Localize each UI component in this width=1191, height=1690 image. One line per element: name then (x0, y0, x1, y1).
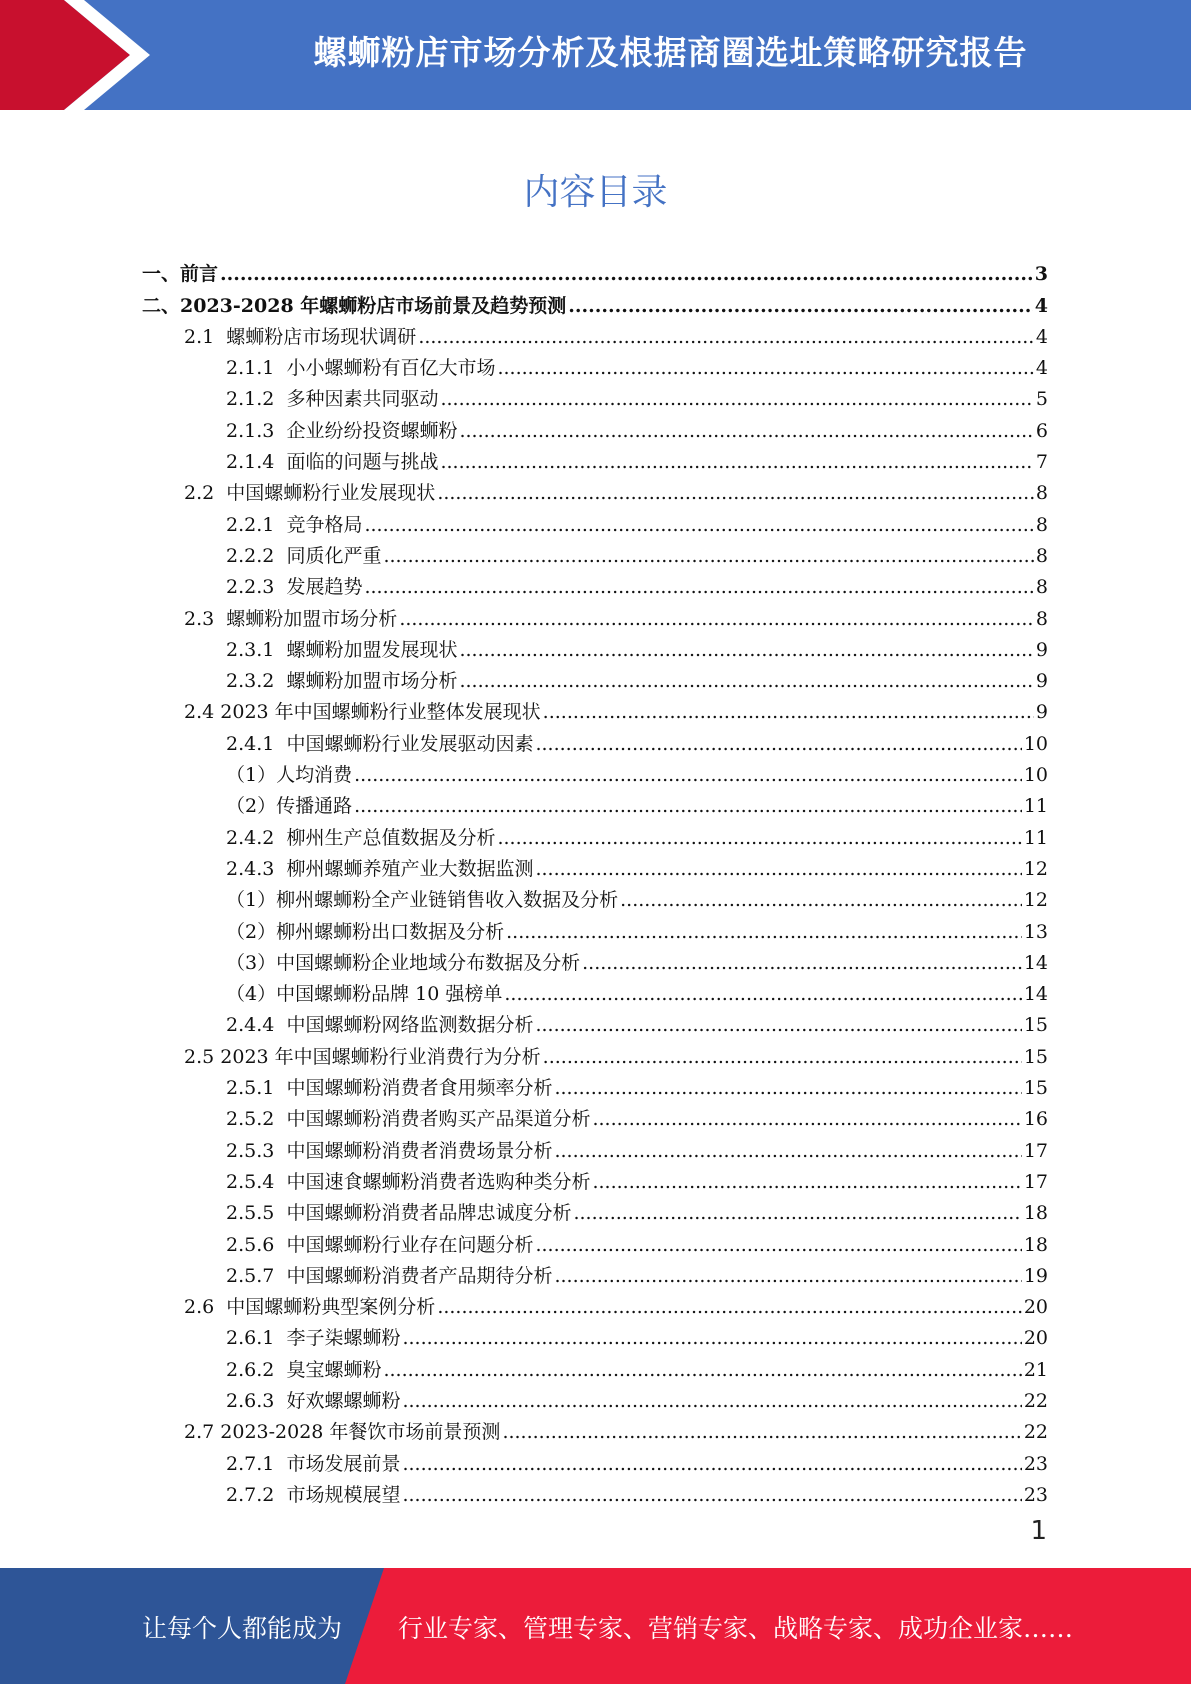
toc-dot-leader (418, 326, 1034, 348)
toc-entry-number: 2.5 (184, 1045, 221, 1068)
toc-entry-label: 好欢螺螺蛳粉 (286, 1389, 401, 1412)
toc-entry-number: 2.3.1 (226, 638, 287, 661)
toc-entry[interactable] (142, 786, 1048, 817)
toc-entry[interactable] (142, 1318, 1048, 1349)
toc-entry-label: 面临的问题与挑战 (286, 451, 439, 474)
toc-entry-label: 中国螺蛳粉消费者消费场景分析 (286, 1139, 553, 1162)
toc-dot-leader (554, 1140, 1021, 1162)
header-red-arrow (0, 0, 130, 110)
toc-entry[interactable] (142, 911, 1048, 942)
toc-dot-leader (592, 1108, 1021, 1130)
toc-entry-page: 14 (1023, 951, 1048, 974)
toc-dot-leader (582, 952, 1022, 974)
toc-dot-leader (402, 1484, 1021, 1506)
toc-entry[interactable] (142, 1412, 1048, 1443)
toc-entry-number: 2.2.2 (226, 544, 287, 567)
toc-entry[interactable] (142, 504, 1048, 535)
toc-entry-page: 8 (1035, 482, 1048, 505)
toc-entry-page: 11 (1023, 795, 1048, 818)
toc-entry-number: （2） (226, 920, 277, 943)
toc-entry-number: （4） (226, 983, 277, 1006)
toc-entry-number: （1） (226, 764, 277, 787)
toc-entry-page: 4 (1034, 294, 1048, 317)
toc-dot-leader (535, 1234, 1021, 1256)
toc-entry[interactable] (142, 1224, 1048, 1255)
toc-entry-label: 柳州螺蛳粉全产业链销售收入数据及分析 (276, 889, 619, 912)
toc-entry-label: 螺蛳粉加盟发展现状 (286, 638, 458, 661)
toc-entry-page: 23 (1023, 1452, 1048, 1475)
toc-dot-leader (437, 482, 1034, 504)
toc-entry-page: 18 (1023, 1202, 1048, 1225)
toc-entry[interactable] (142, 692, 1048, 723)
toc-entry-label: 企业纷纷投资螺蛳粉 (286, 419, 458, 442)
toc-entry-label: 同质化严重 (286, 544, 382, 567)
toc-dot-leader (402, 1453, 1021, 1475)
toc-entry[interactable] (142, 317, 1048, 348)
toc-entry[interactable] (142, 723, 1048, 754)
toc-entry-number: 2.2.3 (226, 576, 287, 599)
toc-entry-label: 市场发展前景 (286, 1452, 401, 1475)
toc-entry-page: 15 (1023, 1077, 1048, 1100)
toc-entry-label: 中国螺蛳粉行业存在问题分析 (286, 1233, 534, 1256)
toc-entry-page: 8 (1035, 513, 1048, 536)
toc-dot-leader (543, 701, 1034, 723)
toc-entry-page: 18 (1023, 1233, 1048, 1256)
toc-entry[interactable] (142, 817, 1048, 848)
toc-entry-number: 2.3 (184, 607, 227, 630)
toc-entry-page: 22 (1023, 1421, 1048, 1444)
toc-entry[interactable] (142, 661, 1048, 692)
toc-entry-label: 柳州生产总值数据及分析 (286, 826, 496, 849)
toc-dot-leader (568, 295, 1032, 317)
toc-entry[interactable] (142, 974, 1048, 1005)
toc-entry-page: 11 (1023, 826, 1048, 849)
toc-dot-leader (383, 545, 1033, 567)
toc-entry-page: 5 (1035, 388, 1048, 411)
toc-entry-number: 2.7 (184, 1421, 221, 1444)
toc-entry-number: 2.1.4 (226, 451, 287, 474)
toc-entry[interactable] (142, 254, 1048, 285)
toc-entry-number: 2.5.7 (226, 1264, 287, 1287)
toc-entry-page: 20 (1023, 1327, 1048, 1350)
toc-entry[interactable] (142, 1256, 1048, 1287)
toc-entry-number: 2.5.6 (226, 1233, 287, 1256)
toc-entry-page: 9 (1035, 701, 1048, 724)
toc-entry-page: 9 (1035, 638, 1048, 661)
toc-entry-number: 2.4.1 (226, 732, 287, 755)
toc-entry-label: 前言 (180, 263, 219, 286)
toc-entry-label: 传播通路 (276, 795, 353, 818)
toc-dot-leader (554, 1265, 1021, 1287)
toc-entry-label: 多种因素共同驱动 (286, 388, 439, 411)
toc-entry[interactable] (142, 1193, 1048, 1224)
toc-entry-label: 中国螺蛳粉网络监测数据分析 (286, 1014, 534, 1037)
toc-entry[interactable] (142, 598, 1048, 629)
toc-dot-leader (459, 420, 1033, 442)
toc-entry-page: 17 (1023, 1170, 1048, 1193)
toc-entry-number: 2.4.3 (226, 857, 287, 880)
toc-entry-label: 螺蛳粉加盟市场分析 (226, 607, 398, 630)
toc-entry-page: 21 (1023, 1358, 1048, 1381)
toc-dot-leader (535, 858, 1021, 880)
toc-entry-page: 7 (1035, 451, 1048, 474)
toc-entry[interactable] (142, 755, 1048, 786)
toc-entry-page: 15 (1023, 1045, 1048, 1068)
footer-slogan-left: 让每个人都能成为 (142, 1614, 343, 1643)
toc-entry-label: 柳州螺蛳养殖产业大数据监测 (286, 857, 534, 880)
toc-entry-number: 2.6.3 (226, 1389, 287, 1412)
page-number: 1 (1030, 1516, 1047, 1546)
toc-dot-leader (354, 764, 1022, 786)
toc-dot-leader (554, 1077, 1021, 1099)
toc-entry[interactable] (142, 1036, 1048, 1067)
toc-entry-page: 16 (1023, 1108, 1048, 1131)
toc-entry-page: 3 (1034, 263, 1048, 286)
toc-entry[interactable] (142, 442, 1048, 473)
toc-entry-number: 2.4.4 (226, 1014, 287, 1037)
toc-entry-label: 螺蛳粉加盟市场分析 (286, 670, 458, 693)
footer-slogan-right: 行业专家、管理专家、营销专家、战略专家、成功企业家…… (398, 1614, 1074, 1643)
toc-entry-label: 市场规模展望 (286, 1483, 401, 1506)
toc-dot-leader (220, 263, 1033, 285)
toc-entry[interactable] (142, 1099, 1048, 1130)
toc-entry-number: 2.2 (184, 482, 227, 505)
toc-entry[interactable] (142, 630, 1048, 661)
toc-entry-label: 人均消费 (276, 764, 353, 787)
toc-entry[interactable] (142, 1287, 1048, 1318)
toc-entry-page: 23 (1023, 1483, 1048, 1506)
toc-entry-page: 17 (1023, 1139, 1048, 1162)
toc-entry-number: 2.1.2 (226, 388, 287, 411)
toc-dot-leader (459, 639, 1033, 661)
toc-entry-number: 2.1.3 (226, 419, 287, 442)
toc-entry-number: 2.5.2 (226, 1108, 287, 1131)
toc-entry[interactable] (142, 348, 1048, 379)
toc-entry-number: 2.5.1 (226, 1077, 287, 1100)
toc-dot-leader (620, 889, 1022, 911)
toc-dot-leader (497, 827, 1021, 849)
toc-entry[interactable] (142, 1349, 1048, 1380)
toc-entry-number: 2.5.3 (226, 1139, 287, 1162)
toc-dot-leader (543, 1046, 1022, 1068)
toc-entry-page: 9 (1035, 670, 1048, 693)
toc-entry-label: 中国螺蛳粉企业地域分布数据及分析 (276, 951, 581, 974)
toc-entry-number: （3） (226, 951, 277, 974)
toc-entry-number: 一、 (142, 263, 181, 286)
toc-entry-number: 2.7.2 (226, 1483, 287, 1506)
toc-entry-number: 2.4.2 (226, 826, 287, 849)
toc-entry-label: 中国螺蛳粉行业发展现状 (226, 482, 436, 505)
toc-entry-label: 螺蛳粉店市场现状调研 (226, 325, 417, 348)
toc-entry-label: 中国螺蛳粉消费者产品期待分析 (286, 1264, 553, 1287)
toc-entry-number: 2.6.1 (226, 1327, 287, 1350)
toc-entry-page: 8 (1035, 607, 1048, 630)
toc-entry[interactable] (142, 285, 1048, 316)
toc-heading: 内容目录 (523, 172, 668, 213)
toc-entry[interactable] (142, 536, 1048, 567)
toc-entry[interactable] (142, 567, 1048, 598)
toc-entry-label: 中国螺蛳粉消费者购买产品渠道分析 (286, 1108, 591, 1131)
toc-entry-page: 12 (1023, 857, 1048, 880)
toc-entry-page: 22 (1023, 1389, 1048, 1412)
toc-dot-leader (573, 1202, 1021, 1224)
toc-dot-leader (502, 1421, 1021, 1443)
toc-entry[interactable] (142, 1068, 1048, 1099)
toc-entry[interactable] (142, 473, 1048, 504)
toc-entry-page: 8 (1035, 576, 1048, 599)
toc-dot-leader (440, 388, 1033, 410)
toc-entry[interactable] (142, 1381, 1048, 1412)
toc-entry-label: 李子柒螺蛳粉 (286, 1327, 401, 1350)
toc-entry-page: 13 (1023, 920, 1048, 943)
toc-entry-label: 柳州螺蛳粉出口数据及分析 (276, 920, 505, 943)
toc-dot-leader (504, 983, 1021, 1005)
toc-entry[interactable] (142, 849, 1048, 880)
toc-dot-leader (535, 1014, 1021, 1036)
toc-entry-number: 2.3.2 (226, 670, 287, 693)
toc-entry-label: 2023 年中国螺蛳粉行业消费行为分析 (220, 1045, 541, 1068)
toc-entry-label: 2023-2028 年螺蛳粉店市场前景及趋势预测 (180, 294, 567, 317)
toc-entry-label: 2023-2028 年餐饮市场前景预测 (220, 1421, 501, 1444)
toc-dot-leader (402, 1327, 1021, 1349)
toc-entry[interactable] (142, 1443, 1048, 1474)
toc-dot-leader (402, 1390, 1021, 1412)
toc-entry-number: （1） (226, 889, 277, 912)
toc-entry[interactable] (142, 943, 1048, 974)
toc-entry-label: 中国螺蛳粉典型案例分析 (226, 1296, 436, 1319)
toc-dot-leader (497, 357, 1033, 379)
toc-entry-label: 小小螺蛳粉有百亿大市场 (286, 357, 496, 380)
toc-entry[interactable] (142, 1130, 1048, 1161)
toc-dot-leader (364, 576, 1033, 598)
toc-dot-leader (399, 608, 1034, 630)
toc-entry[interactable] (142, 1475, 1048, 1506)
toc-entry-page: 12 (1023, 889, 1048, 912)
toc-entry-label: 中国速食螺蛳粉消费者选购种类分析 (286, 1170, 591, 1193)
toc-entry-page: 4 (1035, 325, 1048, 348)
toc-entry-number: 2.6.2 (226, 1358, 287, 1381)
toc-entry-label: 中国螺蛳粉品牌 10 强榜单 (276, 983, 503, 1006)
toc-dot-leader (459, 670, 1033, 692)
toc-entry-number: 2.4 (184, 701, 221, 724)
toc-entry-label: 竞争格局 (286, 513, 363, 536)
toc-entry-number: 2.5.5 (226, 1202, 287, 1225)
toc-entry-number: 2.1.1 (226, 357, 287, 380)
toc-entry-label: 中国螺蛳粉消费者品牌忠诚度分析 (286, 1202, 572, 1225)
toc-entry-label: 发展趋势 (286, 576, 363, 599)
toc-entry-page: 10 (1023, 732, 1048, 755)
toc-entry-page: 14 (1023, 983, 1048, 1006)
toc-entry-label: 臭宝螺蛳粉 (286, 1358, 382, 1381)
toc-entry[interactable] (142, 410, 1048, 441)
toc-entry-page: 6 (1035, 419, 1048, 442)
toc-entry-number: 2.7.1 (226, 1452, 287, 1475)
toc-dot-leader (440, 451, 1033, 473)
toc-entry-page: 19 (1023, 1264, 1048, 1287)
toc-entry-page: 10 (1023, 764, 1048, 787)
toc-entry-number: 2.6 (184, 1296, 227, 1319)
toc-entry-page: 20 (1023, 1296, 1048, 1319)
toc-entry-number: （2） (226, 795, 277, 818)
toc-dot-leader (437, 1296, 1022, 1318)
page-header-band (0, 0, 1191, 110)
toc-entry-label: 中国螺蛳粉消费者食用频率分析 (286, 1077, 553, 1100)
toc-dot-leader (354, 795, 1022, 817)
toc-entry[interactable] (142, 1005, 1048, 1036)
table-of-contents (142, 254, 1048, 1506)
toc-entry[interactable] (142, 379, 1048, 410)
toc-entry[interactable] (142, 880, 1048, 911)
report-title: 螺蛳粉店市场分析及根据商圈选址策略研究报告 (313, 33, 1028, 72)
toc-entry-page: 15 (1023, 1014, 1048, 1037)
toc-entry-number: 二、 (142, 294, 181, 317)
toc-dot-leader (592, 1171, 1021, 1193)
toc-entry-number: 2.5.4 (226, 1170, 287, 1193)
toc-entry-number: 2.2.1 (226, 513, 287, 536)
toc-dot-leader (535, 733, 1021, 755)
toc-entry-page: 4 (1035, 357, 1048, 380)
toc-entry-number: 2.1 (184, 325, 227, 348)
toc-entry-page: 8 (1035, 544, 1048, 567)
toc-entry-label: 中国螺蛳粉行业发展驱动因素 (286, 732, 534, 755)
toc-entry[interactable] (142, 1162, 1048, 1193)
toc-dot-leader (506, 921, 1022, 943)
toc-dot-leader (383, 1359, 1021, 1381)
toc-dot-leader (364, 514, 1033, 536)
toc-entry-label: 2023 年中国螺蛳粉行业整体发展现状 (220, 701, 541, 724)
page-footer-band (0, 1568, 1191, 1684)
